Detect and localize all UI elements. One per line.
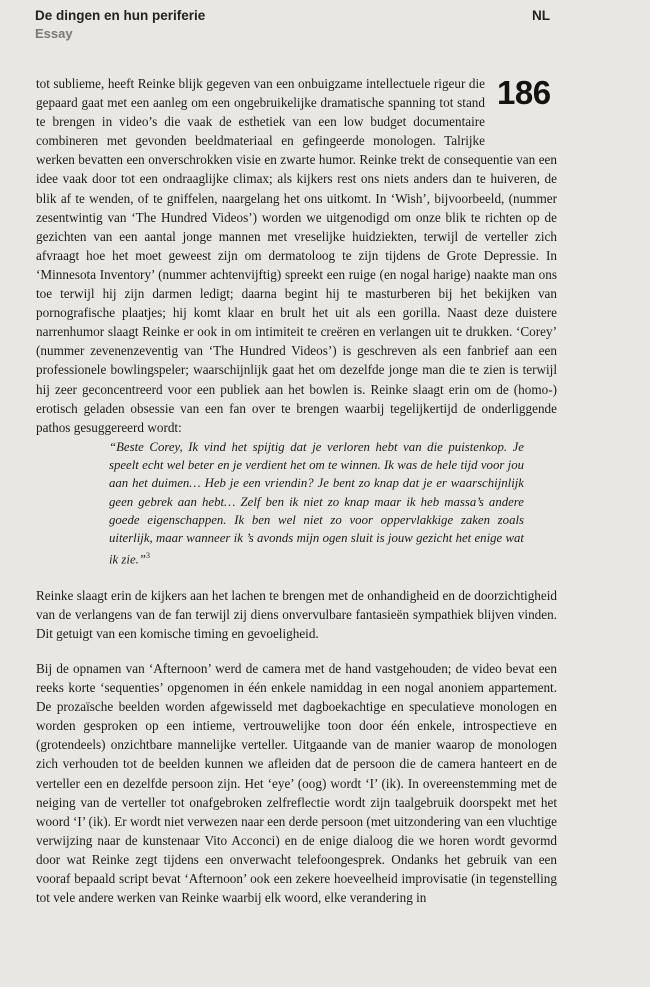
language-label: NL bbox=[532, 8, 550, 23]
quote-text: “Beste Corey, Ik vind het spijtig dat je verloren hebt van die puistenkop. Je speelt echt wel beter en je verdient het om te winnen. Ik was de hele tijd voor jou aan het duimen… Heb je een vriendin? Je bent zo knap dat je er waarschijnlijk geen gebrek aan hebt… Zelf ben ik niet zo knap maar ik heb massa’s andere goede eigenschappen. Ik ben wel niet zo voor oppervlakkige zaken zoals uiterlijk, maar wanneer ik ’s avonds mijn ogen sluit is jouw gezicht het enige wat ik zie.” bbox=[109, 440, 524, 567]
paragraph-text: Bij de opnamen van ‘Afternoon’ werd de camera met de hand vastgehouden; de video bevat een reeks korte ‘sequenties’ opgenomen in één enkele namiddag in een nogal anoniem appartement. De prozaïsche beelden worden afgewisseld met dagboekachtige en speculatieve monologen en worden gesproken op een intieme, vertrouwelijke toon door één enkele, introspectieve en (grotendeels) onzichtbare mannelijke verteller. Uitgaande van de manier waarop de monologen zich verhouden tot de beelden kunnen we afleiden dat de persoon die de camera hanteert en de verteller een en dezelfde persoon zijn. Het ‘eye’ (oog) wordt ‘I’ (ik). In overeenstemming met de neiging van de verteller tot onafgebroken zelfreflectie wordt zijn taalgebruik doorspekt met het woord ‘I’ (ik). Er wordt niet verwezen naar een derde persoon (met uitzondering van een vluchtige verwijzing naar de kunstenaar Vito Acconci) en de enige dialoog die we horen wordt gevormd door wat Reinke zegt tijdens een onverwacht telefoongesprek. Ondanks het gebruik van een vooraf bepaald script bevat ‘Afternoon’ ook een zekere hoeveelheid improvisatie (in tegenstelling tot vele andere werken van Reinke waarbij elk woord, elke verandering in bbox=[36, 661, 557, 906]
page-number-float-space bbox=[485, 74, 557, 148]
page-number: 186 bbox=[497, 74, 551, 111]
paragraph-text: Reinke slaagt erin de kijkers aan het lachen te brengen met de onhandigheid en de doorzichtigheid van de verlangens van de fan terwijl zij diens onvervulbare fantasieën sympathiek blijven vinden. Dit getuigt van een komische timing en gevoeligheid. bbox=[36, 588, 557, 642]
body-paragraph-1 bbox=[36, 74, 557, 437]
body-paragraph-3 bbox=[36, 659, 557, 907]
running-header-section: Essay bbox=[35, 26, 73, 41]
running-header-title: De dingen en hun periferie bbox=[35, 8, 206, 23]
footnote-marker: 3 bbox=[145, 551, 150, 561]
body-paragraph-2 bbox=[36, 586, 557, 643]
block-quote bbox=[109, 438, 524, 569]
paragraph-text: tot sublieme, heeft Reinke blijk gegeven van een onbuigzame intellectuele rigeur die gepaard gaat met een aanleg om een ongebruikelijke dramatische spanning tot stand te brengen in video’s die vaak de esthetiek van een low budget documentaire combineren met gevonden beeldmateriaal en gefingeerde monologen. Talrijke werken bevatten een onverschrokken visie en zwarte humor. Reinke trekt de consequentie van een idee vaak door tot een ondraaglijke climax; als kijkers rest ons niets anders dan te huiveren, de blik af te wenden, of te gniffelen, naargelang het ons uitkomt. In ‘Wish’, bijvoorbeeld, (nummer zesentwintig van ‘The Hundred Videos’) worden we uitgenodigd om onze blik te richten op de gezichten van een aantal jonge mannen met vreselijke huidziekten, terwijl de verteller zich afvraagt hoe het moet geweest zijn om dermatoloog te zijn tijdens de Grote Depressie. In ‘Minnesota Inventory’ (nummer achtenvijftig) spreekt een ruige (en nogal harige) naakte man ons toe terwijl hij zijn darmen ledigt; daarna begint hij te masturberen bij het bekijken van pornografische plaatjes; hij komt klaar en brult het uit als een gorilla. Naast deze duistere narrenhumor slaagt Reinke er ook in om intimiteit te creëren en verlangen uit te drukken. ‘Corey’ (nummer zevenenzeventig van ‘The Hundred Videos’) is geschreven als een fanbrief aan een professionele bowlingspeler; waarschijnlijk gaat het om dezelfde jonge man die te zien is terwijl hij zeer geconcentreerd voor een publiek aan het bowlen is. Reinke slaagt erin om de (homo-) erotisch geladen obsessie van een fan over te brengen waarbij tegelijkertijd de onderliggende pathos gesuggereerd wordt: bbox=[36, 76, 557, 435]
